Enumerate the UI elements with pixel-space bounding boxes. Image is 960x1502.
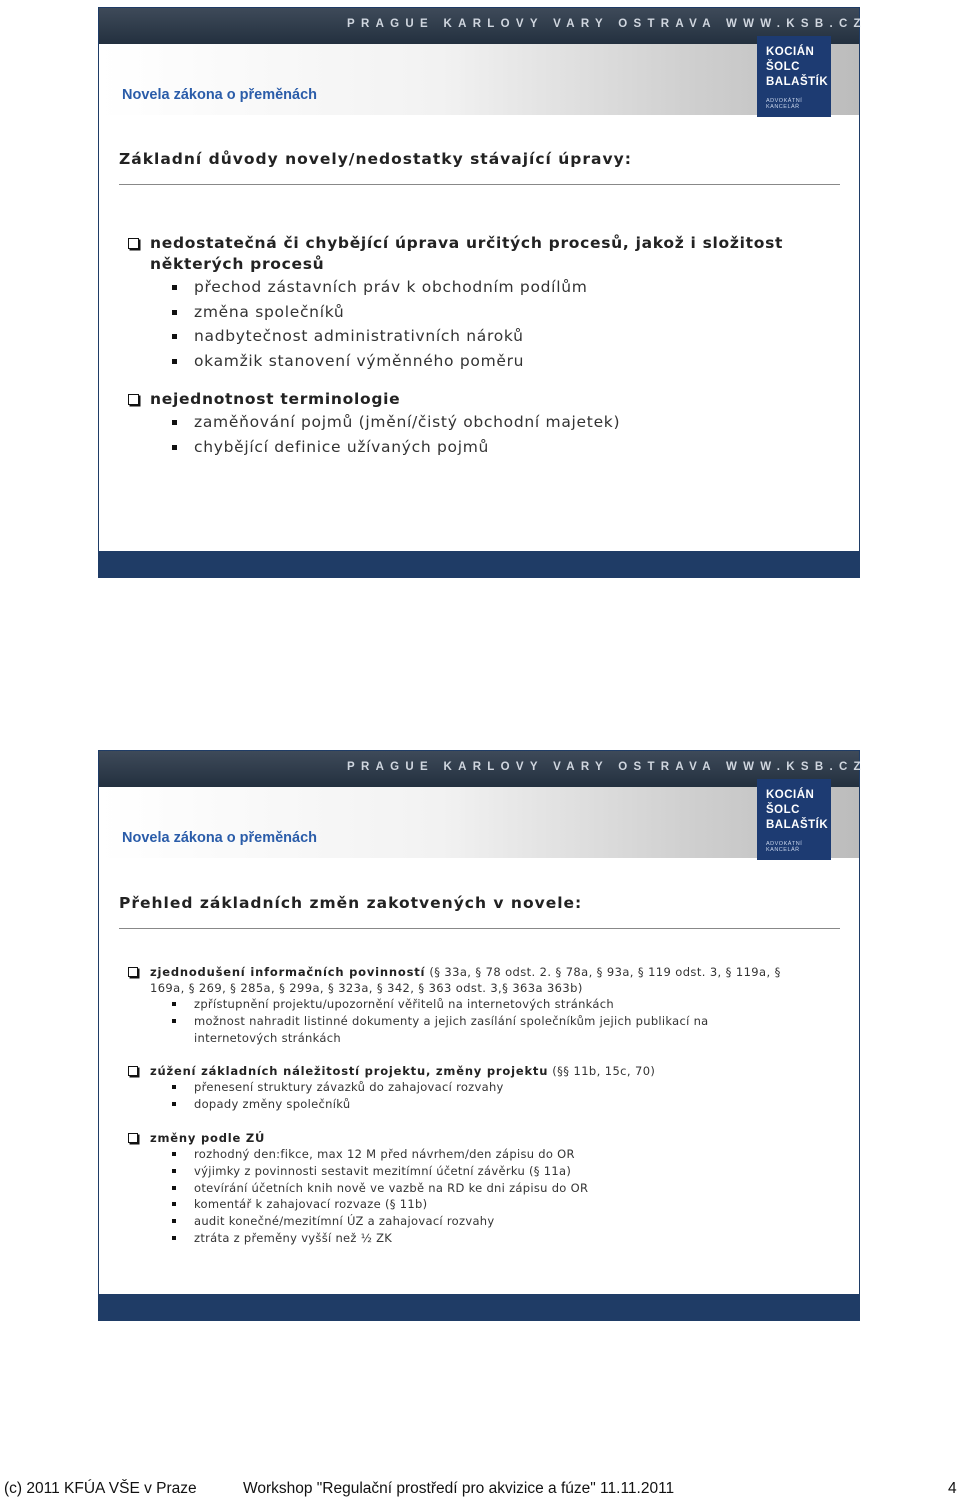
checkbox-bullet-icon [128, 1066, 138, 1076]
footer-workshop-title: Workshop "Regulační prostředí pro akvizice a fúze" 11.11.2011 [243, 1480, 675, 1497]
sub-bullet-text: audit konečné/mezitímní ÚZ a zahajovací rozvahy [194, 1214, 495, 1229]
bullet-rest-text: (§§ 11b, 15c, 70) [548, 1064, 656, 1079]
square-bullet-icon [172, 1152, 176, 1156]
slide-body [99, 964, 859, 1247]
heading-divider [119, 928, 840, 929]
sub-bullet-text: výjimky z povinnosti sestavit mezitímní účetní závěrku (§ 11a) [194, 1163, 572, 1178]
sub-bullet [99, 1013, 859, 1047]
footer-copyright: (c) 2011 KFÚA VŠE v Praze [4, 1480, 197, 1497]
sub-bullet-text: komentář k zahajovací rozvaze (§ 11b) [194, 1197, 428, 1212]
sub-bullet [99, 996, 859, 1013]
slide-heading: Základní důvody novely/nedostatky stávající úpravy: [119, 150, 632, 168]
heading-divider [119, 184, 840, 185]
square-bullet-icon [172, 1002, 176, 1006]
square-bullet-icon [172, 1085, 176, 1089]
sub-bullet-text: přechod zástavních práv k obchodním podílům [194, 278, 588, 296]
logo-subtitle: ADVOKÁTNÍ KANCELÁŘ [766, 98, 803, 110]
checkbox-bullet-icon [128, 967, 138, 977]
logo-line: ŠOLC [766, 804, 800, 816]
sub-bullet-text: okamžik stanovení výměnného poměru [194, 351, 525, 370]
logo-line: ŠOLC [766, 61, 800, 73]
checkbox-bullet-icon [128, 394, 139, 405]
sub-bullet [99, 435, 859, 460]
square-bullet-icon [172, 1202, 176, 1206]
page-footer [0, 1480, 960, 1502]
header-top-bar [99, 8, 867, 44]
bullet-bold-text: zjednodušení informačních povinností [150, 965, 426, 979]
checkbox-bullet-icon [128, 1133, 138, 1143]
slide-header-title: Novela zákona o přeměnách [122, 87, 318, 103]
header-band [99, 44, 859, 115]
slide-body [99, 233, 859, 459]
footer-page-number: 4 [948, 1480, 957, 1497]
sub-bullet-text: zpřístupnění projektu/upozornění věřitelů na internetových stránkách [194, 997, 614, 1011]
logo-line: KOCIÁN [766, 46, 815, 58]
bullet-text: nejednotnost terminologie [150, 390, 401, 408]
bullet-group [99, 1063, 859, 1079]
sub-bullet-text: přenesení struktury závazků do zahajovací rozvahy [194, 1080, 504, 1095]
sub-bullet [99, 1096, 859, 1113]
sub-bullet-text: možnost nahradit listinné dokumenty a jejich zasílání společníkům jejich publikací na internetových stránkách [194, 1013, 709, 1045]
sub-bullet [99, 349, 859, 374]
sub-bullet-text: otevírání účetních knih nově ve vazbě na RD ke dni zápisu do OR [194, 1180, 589, 1195]
bullet-bold-text: zúžení základních náležitostí projektu, změny projektu [150, 1064, 549, 1079]
bullet-group [99, 964, 859, 996]
bullet-text [150, 1130, 819, 1146]
sub-bullet [99, 324, 859, 349]
header-band [99, 787, 859, 858]
checkbox-bullet-icon [128, 238, 139, 249]
sub-bullet-text: zaměňování pojmů (jmění/čistý obchodní majetek) [194, 413, 621, 431]
sub-bullet [99, 1213, 859, 1230]
bullet-group [99, 233, 859, 275]
logo-subtitle: ADVOKÁTNÍ KANCELÁŘ [766, 841, 803, 853]
bullet-group [99, 389, 859, 410]
square-bullet-icon [172, 445, 177, 450]
sub-bullet [99, 1079, 859, 1096]
header-cities: PRAGUE KARLOVY VARY OSTRAVA WWW.KSB.CZ [347, 761, 867, 773]
square-bullet-icon [172, 285, 177, 290]
slide-2 [98, 750, 867, 1321]
sub-bullet-text: chybějící definice užívaných pojmů [194, 437, 490, 456]
slide-header [99, 8, 867, 115]
logo-line: BALAŠTÍK [766, 819, 829, 831]
square-bullet-icon [172, 359, 177, 364]
square-bullet-icon [172, 420, 177, 425]
sub-bullet [99, 410, 859, 435]
sub-bullet [99, 275, 859, 300]
sub-bullet [99, 1146, 859, 1163]
slide-footer-bar [99, 1294, 859, 1320]
sub-bullet-text: změna společníků [194, 302, 345, 321]
sub-bullet [99, 1230, 859, 1247]
header-top-bar [99, 751, 867, 787]
square-bullet-icon [172, 1219, 176, 1223]
slide-footer-bar [99, 551, 859, 577]
firm-logo [757, 36, 831, 117]
bullet-group [99, 1130, 859, 1146]
square-bullet-icon [172, 1169, 176, 1173]
bullet-text [150, 1063, 819, 1079]
square-bullet-icon [172, 334, 177, 339]
square-bullet-icon [172, 1019, 176, 1023]
slide-header [99, 751, 867, 858]
square-bullet-icon [172, 1186, 176, 1190]
sub-bullet [99, 1180, 859, 1197]
slide-1 [98, 7, 867, 578]
square-bullet-icon [172, 310, 177, 315]
sub-bullet-text: nadbytečnost administrativních nároků [194, 327, 524, 345]
logo-line: KOCIÁN [766, 789, 815, 801]
firm-logo [757, 779, 831, 860]
sub-bullet [99, 1163, 859, 1180]
square-bullet-icon [172, 1236, 176, 1240]
slide-header-title: Novela zákona o přeměnách [122, 830, 318, 846]
bullet-bold-text: změny podle ZÚ [150, 1130, 266, 1145]
sub-bullet [99, 1196, 859, 1213]
sub-bullet [99, 300, 859, 325]
header-cities: PRAGUE KARLOVY VARY OSTRAVA WWW.KSB.CZ [347, 18, 867, 30]
slide-heading: Přehled základních změn zakotvených v novele: [119, 894, 583, 912]
square-bullet-icon [172, 1102, 176, 1106]
bullet-rest-text: (§ 33a, § 78 odst. 2. § 78a, § 93a, § 119 odst. 3, § 119a, § 169a, § 269, § 285a, § 299a, § 323a, § 342, § 363 odst. 3,§ 363a 363b) [150, 965, 781, 995]
bullet-text: nedostatečná či chybějící úprava určitých procesů, jakož i složitost některých procesů [150, 234, 784, 273]
sub-bullet-text: dopady změny společníků [194, 1097, 351, 1112]
logo-line: BALAŠTÍK [766, 76, 829, 88]
sub-bullet-text: rozhodný den:fikce, max 12 M před návrhem/den zápisu do OR [194, 1146, 575, 1161]
sub-bullet-text: ztráta z přeměny vyšší než ½ ZK [194, 1230, 393, 1245]
bullet-text [150, 964, 819, 996]
